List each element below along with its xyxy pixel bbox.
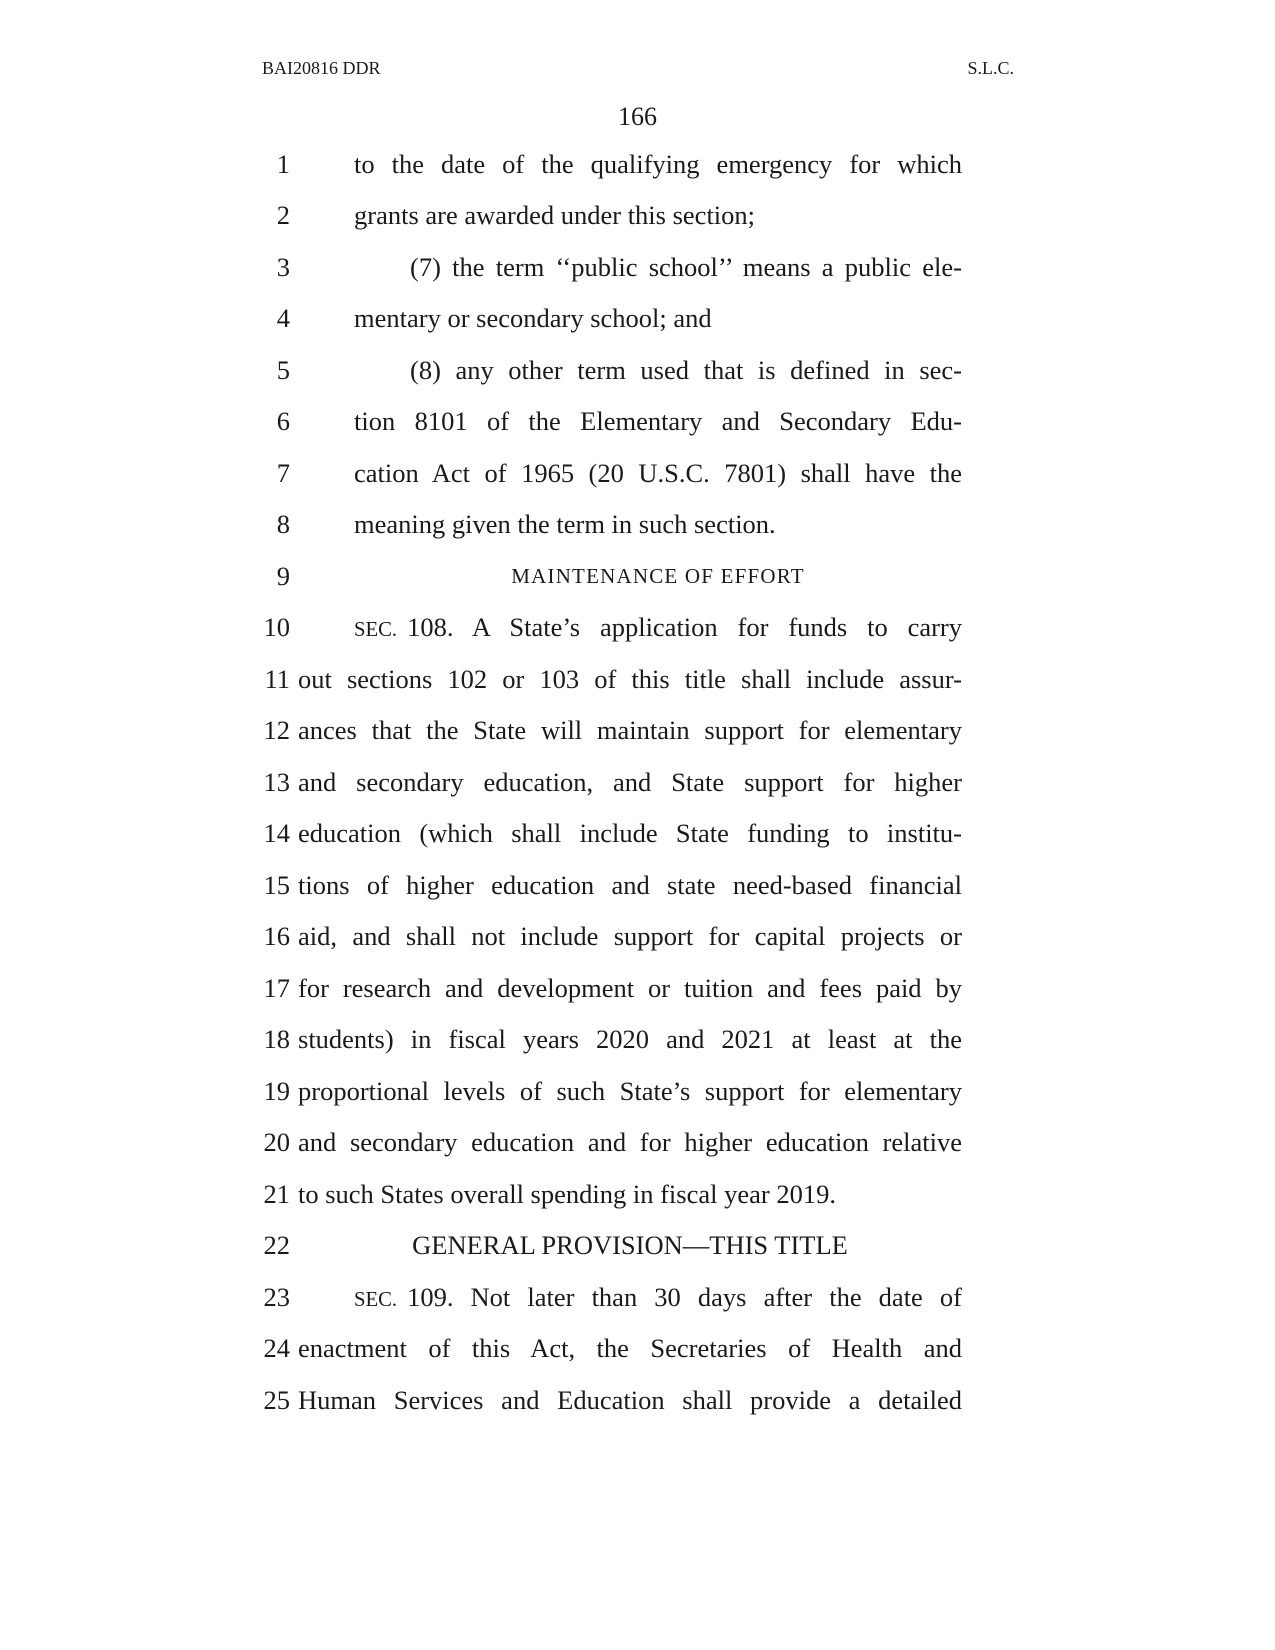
text-line xyxy=(0,504,1275,544)
page-number: 166 xyxy=(618,102,657,131)
line-number: 20 xyxy=(263,1127,290,1157)
line-number: 23 xyxy=(263,1282,290,1312)
line-text: grants are awarded under this section; xyxy=(354,200,756,230)
line-text: enactment of this Act, the Secretaries of Health and xyxy=(298,1333,962,1363)
document-id: BAI20816 DDR xyxy=(262,58,381,78)
line-number: 10 xyxy=(263,612,290,642)
line-number: 3 xyxy=(276,252,290,282)
text-line xyxy=(0,1122,1275,1162)
line-text: proportional levels of such State’s support for elementary xyxy=(298,1076,962,1106)
section-heading: GENERAL PROVISION—THIS TITLE xyxy=(412,1230,848,1260)
line-number: 5 xyxy=(276,355,290,385)
line-text: (8) any other term used that is defined in sec- xyxy=(410,355,962,385)
section-label: SEC. xyxy=(354,1289,398,1311)
line-number: 9 xyxy=(276,561,290,591)
text-line xyxy=(0,710,1275,750)
line-text: and secondary education, and State support for higher xyxy=(298,767,962,797)
line-text: 108. A State’s application for funds to carry xyxy=(407,612,962,642)
text-line xyxy=(0,1277,1275,1317)
text-line xyxy=(0,1328,1275,1368)
text-line xyxy=(0,1071,1275,1111)
line-text: meaning given the term in such section. xyxy=(354,509,776,539)
line-number: 18 xyxy=(263,1024,290,1054)
page-header xyxy=(262,58,1014,82)
line-text: for research and development or tuition and fees paid by xyxy=(298,973,962,1003)
line-text: Human Services and Education shall provide a detailed xyxy=(298,1385,962,1415)
text-line xyxy=(0,1174,1275,1214)
line-number: 24 xyxy=(263,1333,290,1363)
line-number: 12 xyxy=(263,715,290,745)
line-text: tion 8101 of the Elementary and Secondary Edu- xyxy=(354,406,962,436)
line-number: 2 xyxy=(276,200,290,230)
section-label: SEC. xyxy=(354,619,398,641)
text-line xyxy=(0,1225,1275,1265)
text-line xyxy=(0,762,1275,802)
line-number: 15 xyxy=(263,870,290,900)
line-number: 4 xyxy=(276,303,290,333)
text-line xyxy=(0,968,1275,1008)
text-line xyxy=(0,1019,1275,1059)
line-text: tions of higher education and state need-based financial xyxy=(298,870,962,900)
text-line xyxy=(0,401,1275,441)
line-text: aid, and shall not include support for capital projects or xyxy=(298,921,962,951)
line-text: 109. Not later than 30 days after the date of xyxy=(407,1282,962,1312)
line-number: 19 xyxy=(263,1076,290,1106)
line-text: education (which shall include State funding to institu- xyxy=(298,818,962,848)
line-number: 1 xyxy=(276,149,290,179)
section-lead-line xyxy=(354,1277,962,1320)
line-text: mentary or secondary school; and xyxy=(354,303,712,333)
section-lead-line xyxy=(354,607,962,650)
text-line xyxy=(0,350,1275,390)
text-line xyxy=(0,144,1275,184)
line-number: 11 xyxy=(264,664,290,694)
line-number: 16 xyxy=(263,921,290,951)
line-number: 22 xyxy=(263,1230,290,1260)
text-line xyxy=(0,195,1275,235)
text-line xyxy=(0,865,1275,905)
text-line xyxy=(0,916,1275,956)
line-text: cation Act of 1965 (20 U.S.C. 7801) shall have the xyxy=(354,458,962,488)
line-number: 6 xyxy=(276,406,290,436)
line-number: 8 xyxy=(276,509,290,539)
line-number: 21 xyxy=(263,1179,290,1209)
text-line xyxy=(0,659,1275,699)
line-text: out sections 102 or 103 of this title shall include assur- xyxy=(298,664,962,694)
line-text: and secondary education and for higher education relative xyxy=(298,1127,962,1157)
text-line xyxy=(0,247,1275,287)
text-line xyxy=(0,607,1275,647)
line-number: 14 xyxy=(263,818,290,848)
slc-marker: S.L.C. xyxy=(967,58,1014,78)
line-text: to the date of the qualifying emergency for which xyxy=(354,149,962,179)
line-number: 17 xyxy=(263,973,290,1003)
text-line xyxy=(0,1380,1275,1420)
text-line xyxy=(0,556,1275,596)
line-number: 25 xyxy=(263,1385,290,1415)
text-line xyxy=(0,813,1275,853)
line-text: students) in fiscal years 2020 and 2021 at least at the xyxy=(298,1024,962,1054)
line-number: 13 xyxy=(263,767,290,797)
line-number: 7 xyxy=(276,458,290,488)
text-line xyxy=(0,298,1275,338)
line-text: ances that the State will maintain support for elementary xyxy=(298,715,962,745)
line-text: (7) the term ‘‘public school’’ means a public ele- xyxy=(410,252,962,282)
text-line xyxy=(0,453,1275,493)
line-text: to such States overall spending in fiscal year 2019. xyxy=(298,1179,836,1209)
section-heading: MAINTENANCE OF EFFORT xyxy=(511,564,805,588)
